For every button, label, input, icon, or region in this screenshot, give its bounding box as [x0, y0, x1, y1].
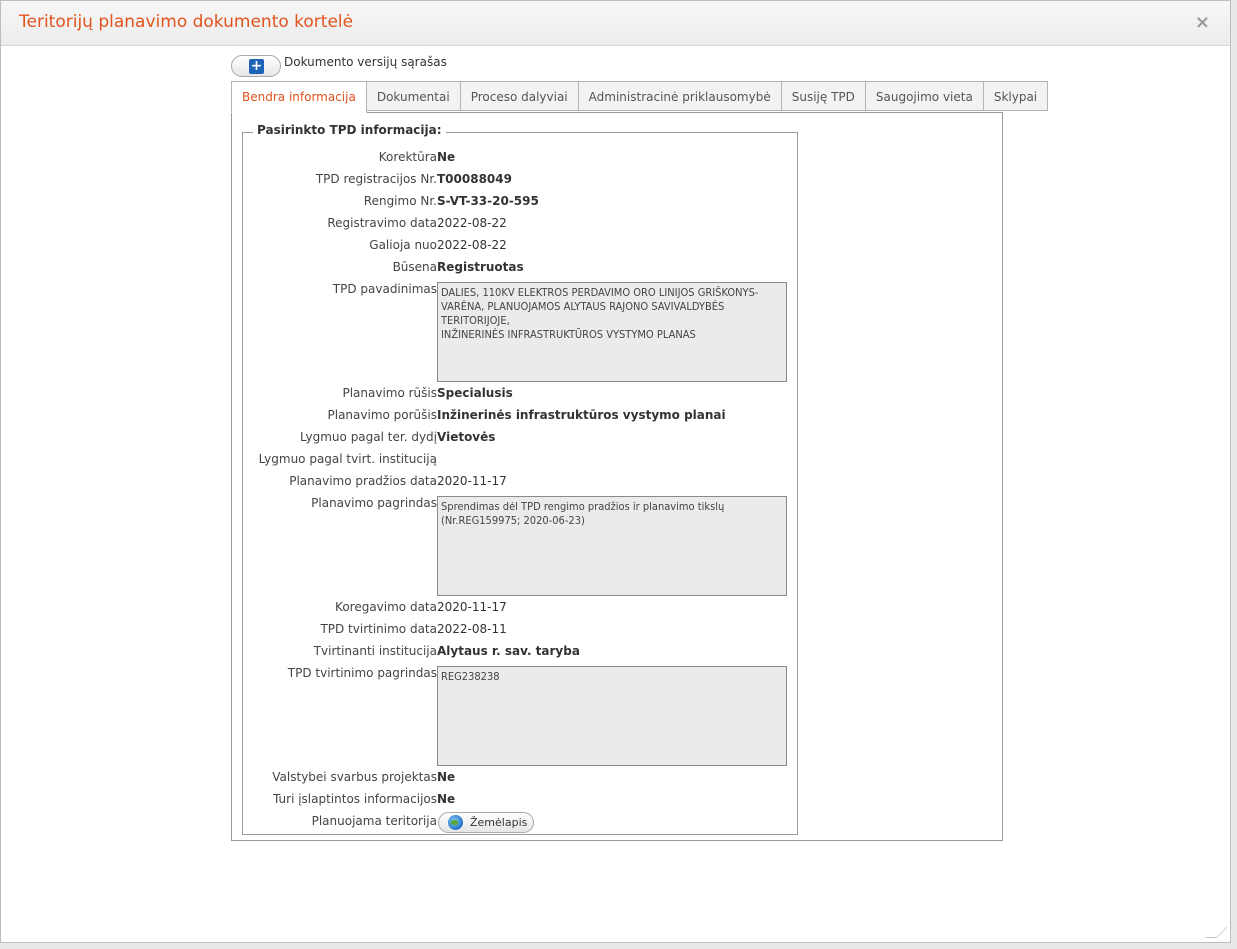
globe-icon: [448, 815, 463, 830]
label-lygmuo-inst: Lygmuo pagal tvirt. instituciją: [258, 452, 437, 466]
row-islaptinta: [243, 792, 799, 812]
value-rengimo-nr: S-VT-33-20-595: [437, 194, 539, 208]
value-galioja: 2022-08-22: [437, 238, 507, 252]
value-institucija: Alytaus r. sav. taryba: [437, 644, 580, 658]
value-reg-nr: T00088049: [437, 172, 512, 186]
row-pradzios: [243, 474, 799, 494]
tab-saugojimo-vieta[interactable]: Saugojimo vieta: [865, 81, 984, 111]
value-reg-data: 2022-08-22: [437, 216, 507, 230]
label-islaptinta: Turi įslaptintos informacijos: [273, 792, 437, 806]
value-rusis: Specialusis: [437, 386, 513, 400]
tpd-info-fieldset: [242, 123, 798, 835]
label-rusis: Planavimo rūšis: [342, 386, 437, 400]
versions-button[interactable]: [231, 55, 281, 77]
map-button[interactable]: [438, 812, 534, 833]
row-lygmuo-inst: [243, 452, 799, 472]
row-pagrindas: [243, 496, 799, 527]
row-reg-nr: [243, 172, 799, 192]
row-rusis: [243, 386, 799, 406]
label-galioja: Galioja nuo: [369, 238, 437, 252]
label-svarbus: Valstybei svarbus projektas: [272, 770, 437, 784]
row-lygmuo-dydi: [243, 430, 799, 450]
label-koretura: Korektūra: [378, 150, 437, 164]
row-porusis: [243, 408, 799, 428]
value-koregavimo: 2020-11-17: [437, 600, 507, 614]
label-reg-data: Registravimo data: [327, 216, 437, 230]
dialog-titlebar: [1, 1, 1230, 46]
label-busena: Būsena: [392, 260, 437, 274]
label-tvirtinimo-data: TPD tvirtinimo data: [320, 622, 437, 636]
row-koretura: [243, 150, 799, 170]
label-tvirt-pagrindas: TPD tvirtinimo pagrindas: [287, 666, 437, 680]
tab-administracine-priklausomybe[interactable]: Administracinė priklausomybė: [578, 81, 782, 111]
tab-susije-tpd[interactable]: Susiję TPD: [781, 81, 866, 111]
row-tvirt-pagrindas: [243, 666, 799, 686]
row-tvirtinimo-data: [243, 622, 799, 642]
value-porusis: Inžinerinės infrastruktūros vystymo planai: [437, 408, 726, 422]
tab-bendra-informacija[interactable]: Bendra informacija: [231, 81, 367, 113]
label-pavadinimas: TPD pavadinimas: [332, 282, 437, 296]
tab-panel: [231, 112, 1003, 841]
dialog-title: Teritorijų planavimo dokumento kortelė: [19, 12, 354, 32]
row-galioja: [243, 238, 799, 258]
resize-handle-icon[interactable]: [1206, 927, 1228, 938]
value-busena: Registruotas: [437, 260, 524, 274]
tab-bar: [231, 81, 1047, 112]
value-islaptinta: Ne: [437, 792, 456, 806]
row-reg-data: [243, 216, 799, 236]
label-reg-nr: TPD registracijos Nr.: [315, 172, 437, 186]
versions-label: Dokumento versijų sąrašas: [284, 55, 447, 69]
value-pradzios: 2020-11-17: [437, 474, 507, 488]
tab-sklypai[interactable]: Sklypai: [983, 81, 1048, 111]
label-institucija: Tvirtinanti institucija: [313, 644, 437, 658]
tvirt-pagrindas-textarea[interactable]: REG238238: [437, 666, 787, 766]
label-pradzios: Planavimo pradžios data: [289, 474, 437, 488]
pavadinimas-textarea[interactable]: DALIES, 110KV ELEKTROS PERDAVIMO ORO LINIJOS GRIŠKONYS-VARĖNA, PLANUOJAMOS ALYTAUS RAJONO SAVIVALDYBĖS TERITORIJOJE, INŽINERINĖS INFRASTRUKTŪROS VYSTYMO PLANAS: [437, 282, 787, 382]
label-teritorija: Planuojama teritorija: [311, 814, 437, 828]
row-rengimo-nr: [243, 194, 799, 214]
value-lygmuo-dydi: Vietovės: [437, 430, 496, 444]
close-icon[interactable]: ×: [1194, 12, 1210, 33]
row-busena: [243, 260, 799, 280]
label-lygmuo-dydi: Lygmuo pagal ter. dydį: [299, 430, 437, 444]
pagrindas-textarea[interactable]: Sprendimas dėl TPD rengimo pradžios ir planavimo tikslų (Nr.REG159975; 2020-06-23): [437, 496, 787, 596]
label-porusis: Planavimo porūšis: [327, 408, 437, 422]
map-button-label: Žemėlapis: [470, 816, 528, 829]
row-institucija: [243, 644, 799, 664]
value-tvirtinimo-data: 2022-08-11: [437, 622, 507, 636]
row-teritorija: [243, 814, 799, 834]
fieldset-legend: Pasirinkto TPD informacija:: [253, 123, 446, 137]
tab-dokumentai[interactable]: Dokumentai: [366, 81, 461, 111]
row-svarbus: [243, 770, 799, 790]
plus-icon: +: [250, 58, 263, 74]
label-koregavimo: Koregavimo data: [335, 600, 437, 614]
row-pavadinimas: [243, 282, 799, 341]
value-koretura: Ne: [437, 150, 456, 164]
value-svarbus: Ne: [437, 770, 456, 784]
label-rengimo-nr: Rengimo Nr.: [363, 194, 437, 208]
tab-proceso-dalyviai[interactable]: Proceso dalyviai: [460, 81, 579, 111]
row-koregavimo: [243, 600, 799, 620]
label-pagrindas: Planavimo pagrindas: [311, 496, 437, 510]
